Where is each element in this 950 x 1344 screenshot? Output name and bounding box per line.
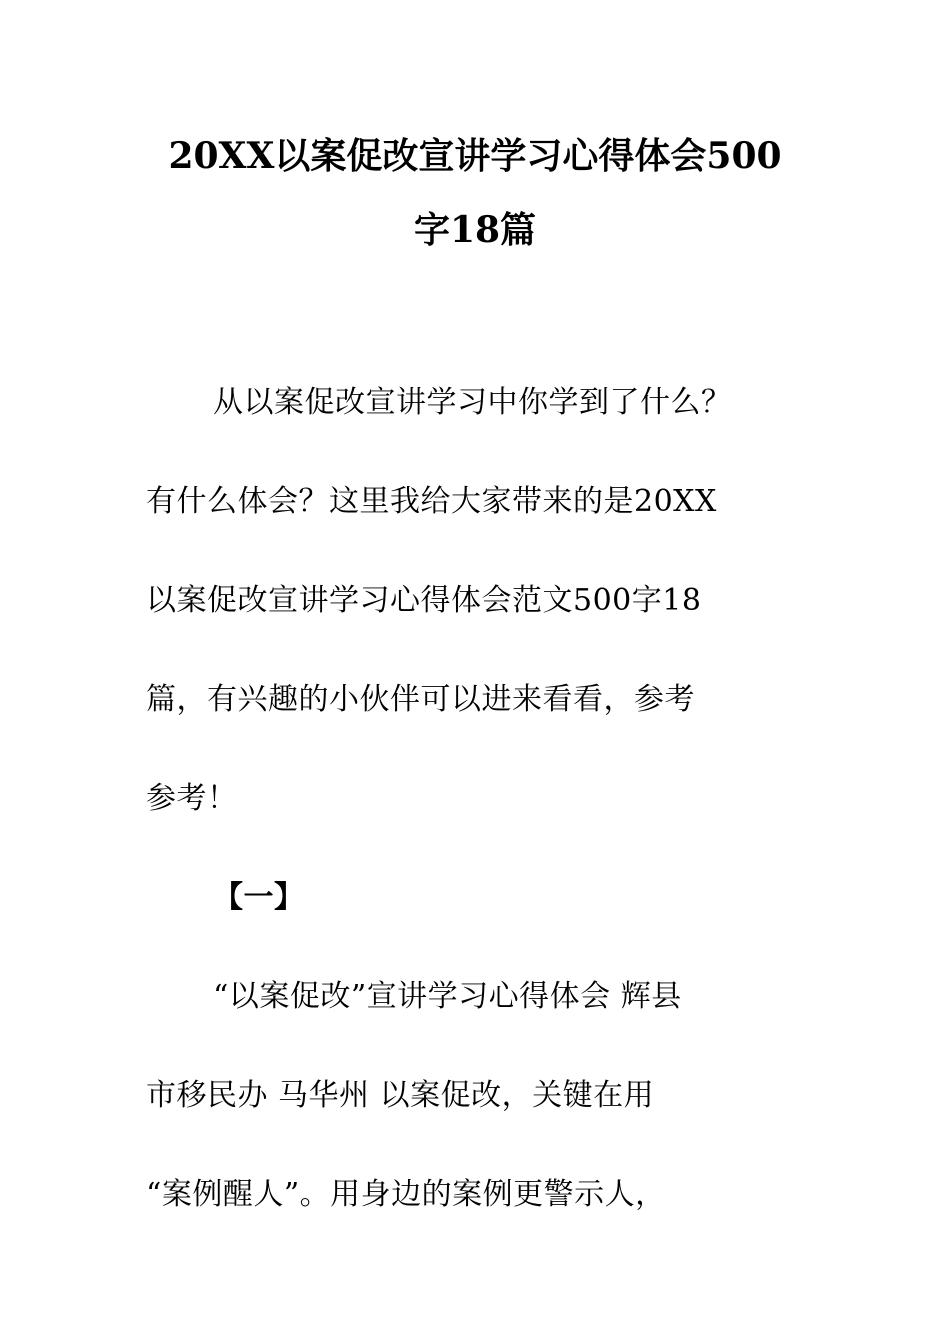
section-line-2: 市移民办 马华州 以案促改，关键在用 bbox=[146, 1078, 655, 1113]
section-line-1: “以案促改”宣讲学习心得体会 辉县 bbox=[213, 979, 682, 1014]
intro-line-4: 篇，有兴趣的小伙伴可以进来看看，参考 bbox=[146, 682, 695, 717]
intro-line-5: 参考！ bbox=[146, 781, 238, 816]
document-title-line-1: 20XX以案促改宣讲学习心得体会500 bbox=[168, 135, 782, 177]
document-title-line-2: 字18篇 bbox=[413, 209, 537, 251]
section-line-3: “案例醒人”。用身边的案例更警示人， bbox=[146, 1177, 666, 1212]
intro-line-1: 从以案促改宣讲学习中你学到了什么？ bbox=[213, 385, 732, 420]
intro-line-3: 以案促改宣讲学习心得体会范文500字18 bbox=[146, 583, 702, 618]
section-heading: 【一】 bbox=[213, 880, 305, 915]
intro-line-2: 有什么体会？这里我给大家带来的是20XX bbox=[146, 484, 717, 519]
